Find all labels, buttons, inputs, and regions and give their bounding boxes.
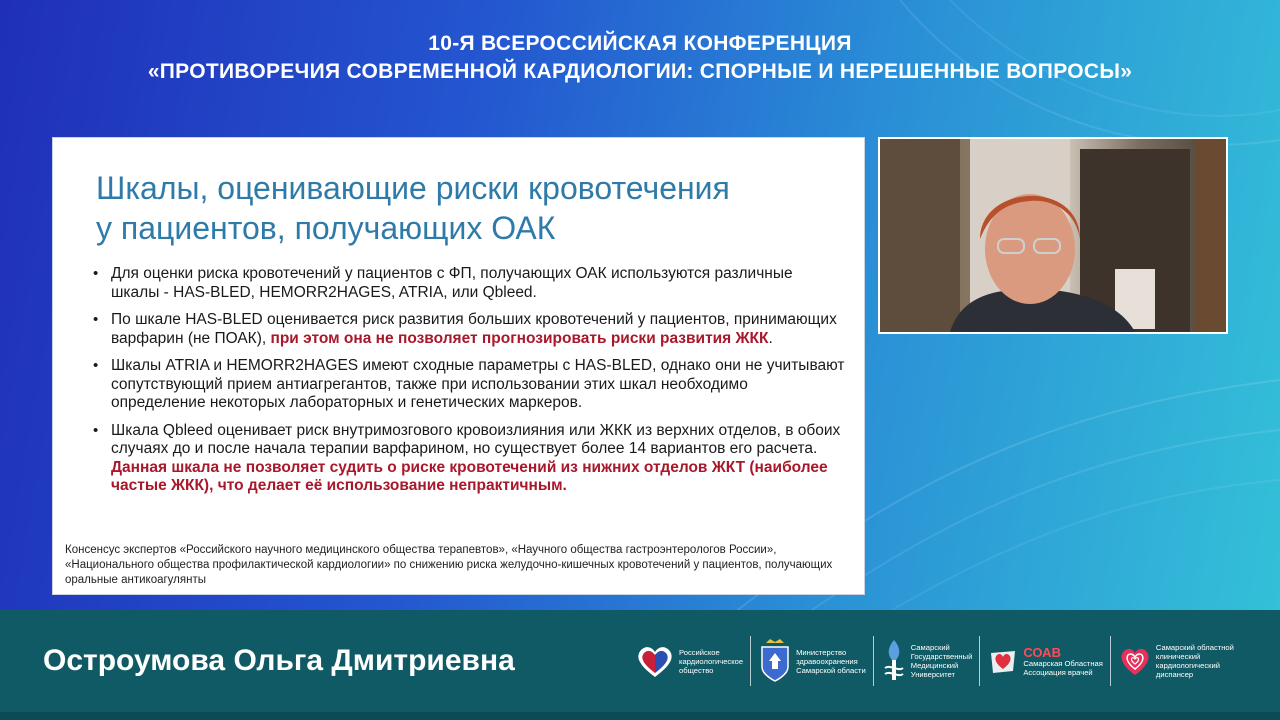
logo-russian-cardiology-society: Российское кардиологическое общество: [628, 636, 750, 686]
heart-logo-icon: [635, 643, 675, 679]
logo-soab-association: СОАВ Самарская Областная Ассоциация врачей: [979, 636, 1110, 686]
slide-title: [96, 168, 836, 248]
university-logo-icon: [881, 638, 907, 684]
slide-bullet: • Для оценки риска кровотечений у пациентов с ФП, получающих ОАК используются различные шкалы - HAS-BLED, HEMORR2HAGES, ATRIA, или Qbleed.: [93, 265, 845, 302]
slide-title-line1: Шкалы, оценивающие риски кровотечения: [96, 170, 730, 206]
conference-title-line2: «ПРОТИВОРЕЧИЯ СОВРЕМЕННОЙ КАРДИОЛОГИИ: СПОРНЫЕ И НЕРЕШЕННЫЕ ВОПРОСЫ»: [147, 60, 1133, 83]
speaker-video-frame: [880, 139, 1226, 332]
slide-title-line2: у пациентов, получающих ОАК: [96, 210, 556, 246]
bottom-strip: [0, 712, 1280, 720]
highlight-text: Данная шкала не позволяет судить о риске кровотечений из нижних отделов ЖКТ (наиболее частые ЖКК), что делает её использование непрактичным.: [111, 458, 828, 494]
highlight-text: при этом она не позволяет прогнозировать риски развития ЖКК: [270, 329, 769, 347]
presentation-slide: [52, 137, 865, 595]
conference-header: [0, 30, 1280, 86]
soab-logo-icon: [987, 645, 1019, 677]
coat-of-arms-icon: [758, 639, 792, 683]
cardio-dispensary-logo-icon: [1118, 644, 1152, 678]
conference-title-line1: 10-Я ВСЕРОССИЙСКАЯ КОНФЕРЕНЦИЯ: [428, 32, 852, 55]
slide-bullet-list: [93, 265, 845, 505]
slide-bullet: • Шкалы ATRIA и HEMORR2HAGES имеют сходные параметры с HAS-BLED, однако они не учитывают сопутствующий прием антиагрегантов, также при использовании этих шкал необходимо определение некоторых лабораторных и генетических маркеров.: [93, 357, 845, 413]
partner-logos: [628, 636, 1241, 686]
slide-footnote: Консенсус экспертов «Российского научного медицинского общества терапевтов», «Научного общества гастроэнтерологов России», «Национального общества профилактической кардиологии» по снижению риска желудочно-кишечных кровотечений у пациентов, получающих оральные антикоагулянты: [65, 544, 833, 586]
logo-samara-medical-university: Самарский Государственный Медицинский Университет: [873, 636, 980, 686]
speaker-webcam: [878, 137, 1228, 334]
speaker-name: Остроумова Ольга Дмитриевна: [43, 644, 515, 677]
logo-samara-health-ministry: Министерство здравоохранения Самарской области: [750, 636, 873, 686]
logo-samara-cardio-dispensary: Самарский областной клинический кардиологический диспансер: [1110, 636, 1241, 686]
slide-bullet: • По шкале HAS-BLED оценивается риск развития больших кровотечений у пациентов, принимающих варфарин (не ПОАК), при этом она не позволяет прогнозировать риски развития ЖКК.: [93, 311, 845, 348]
slide-bullet: • Шкала Qbleed оценивает риск внутримозгового кровоизлияния или ЖКК из верхних отделов, в обоих случаях до и после начала терапии варфарином, но существует более 14 вариантов его расчета. Данная шкала не позволяет судить о риске кровотечений из нижних отделов ЖКТ (наиболее частые ЖКК), что делает её использование непрактичным.: [93, 422, 845, 496]
